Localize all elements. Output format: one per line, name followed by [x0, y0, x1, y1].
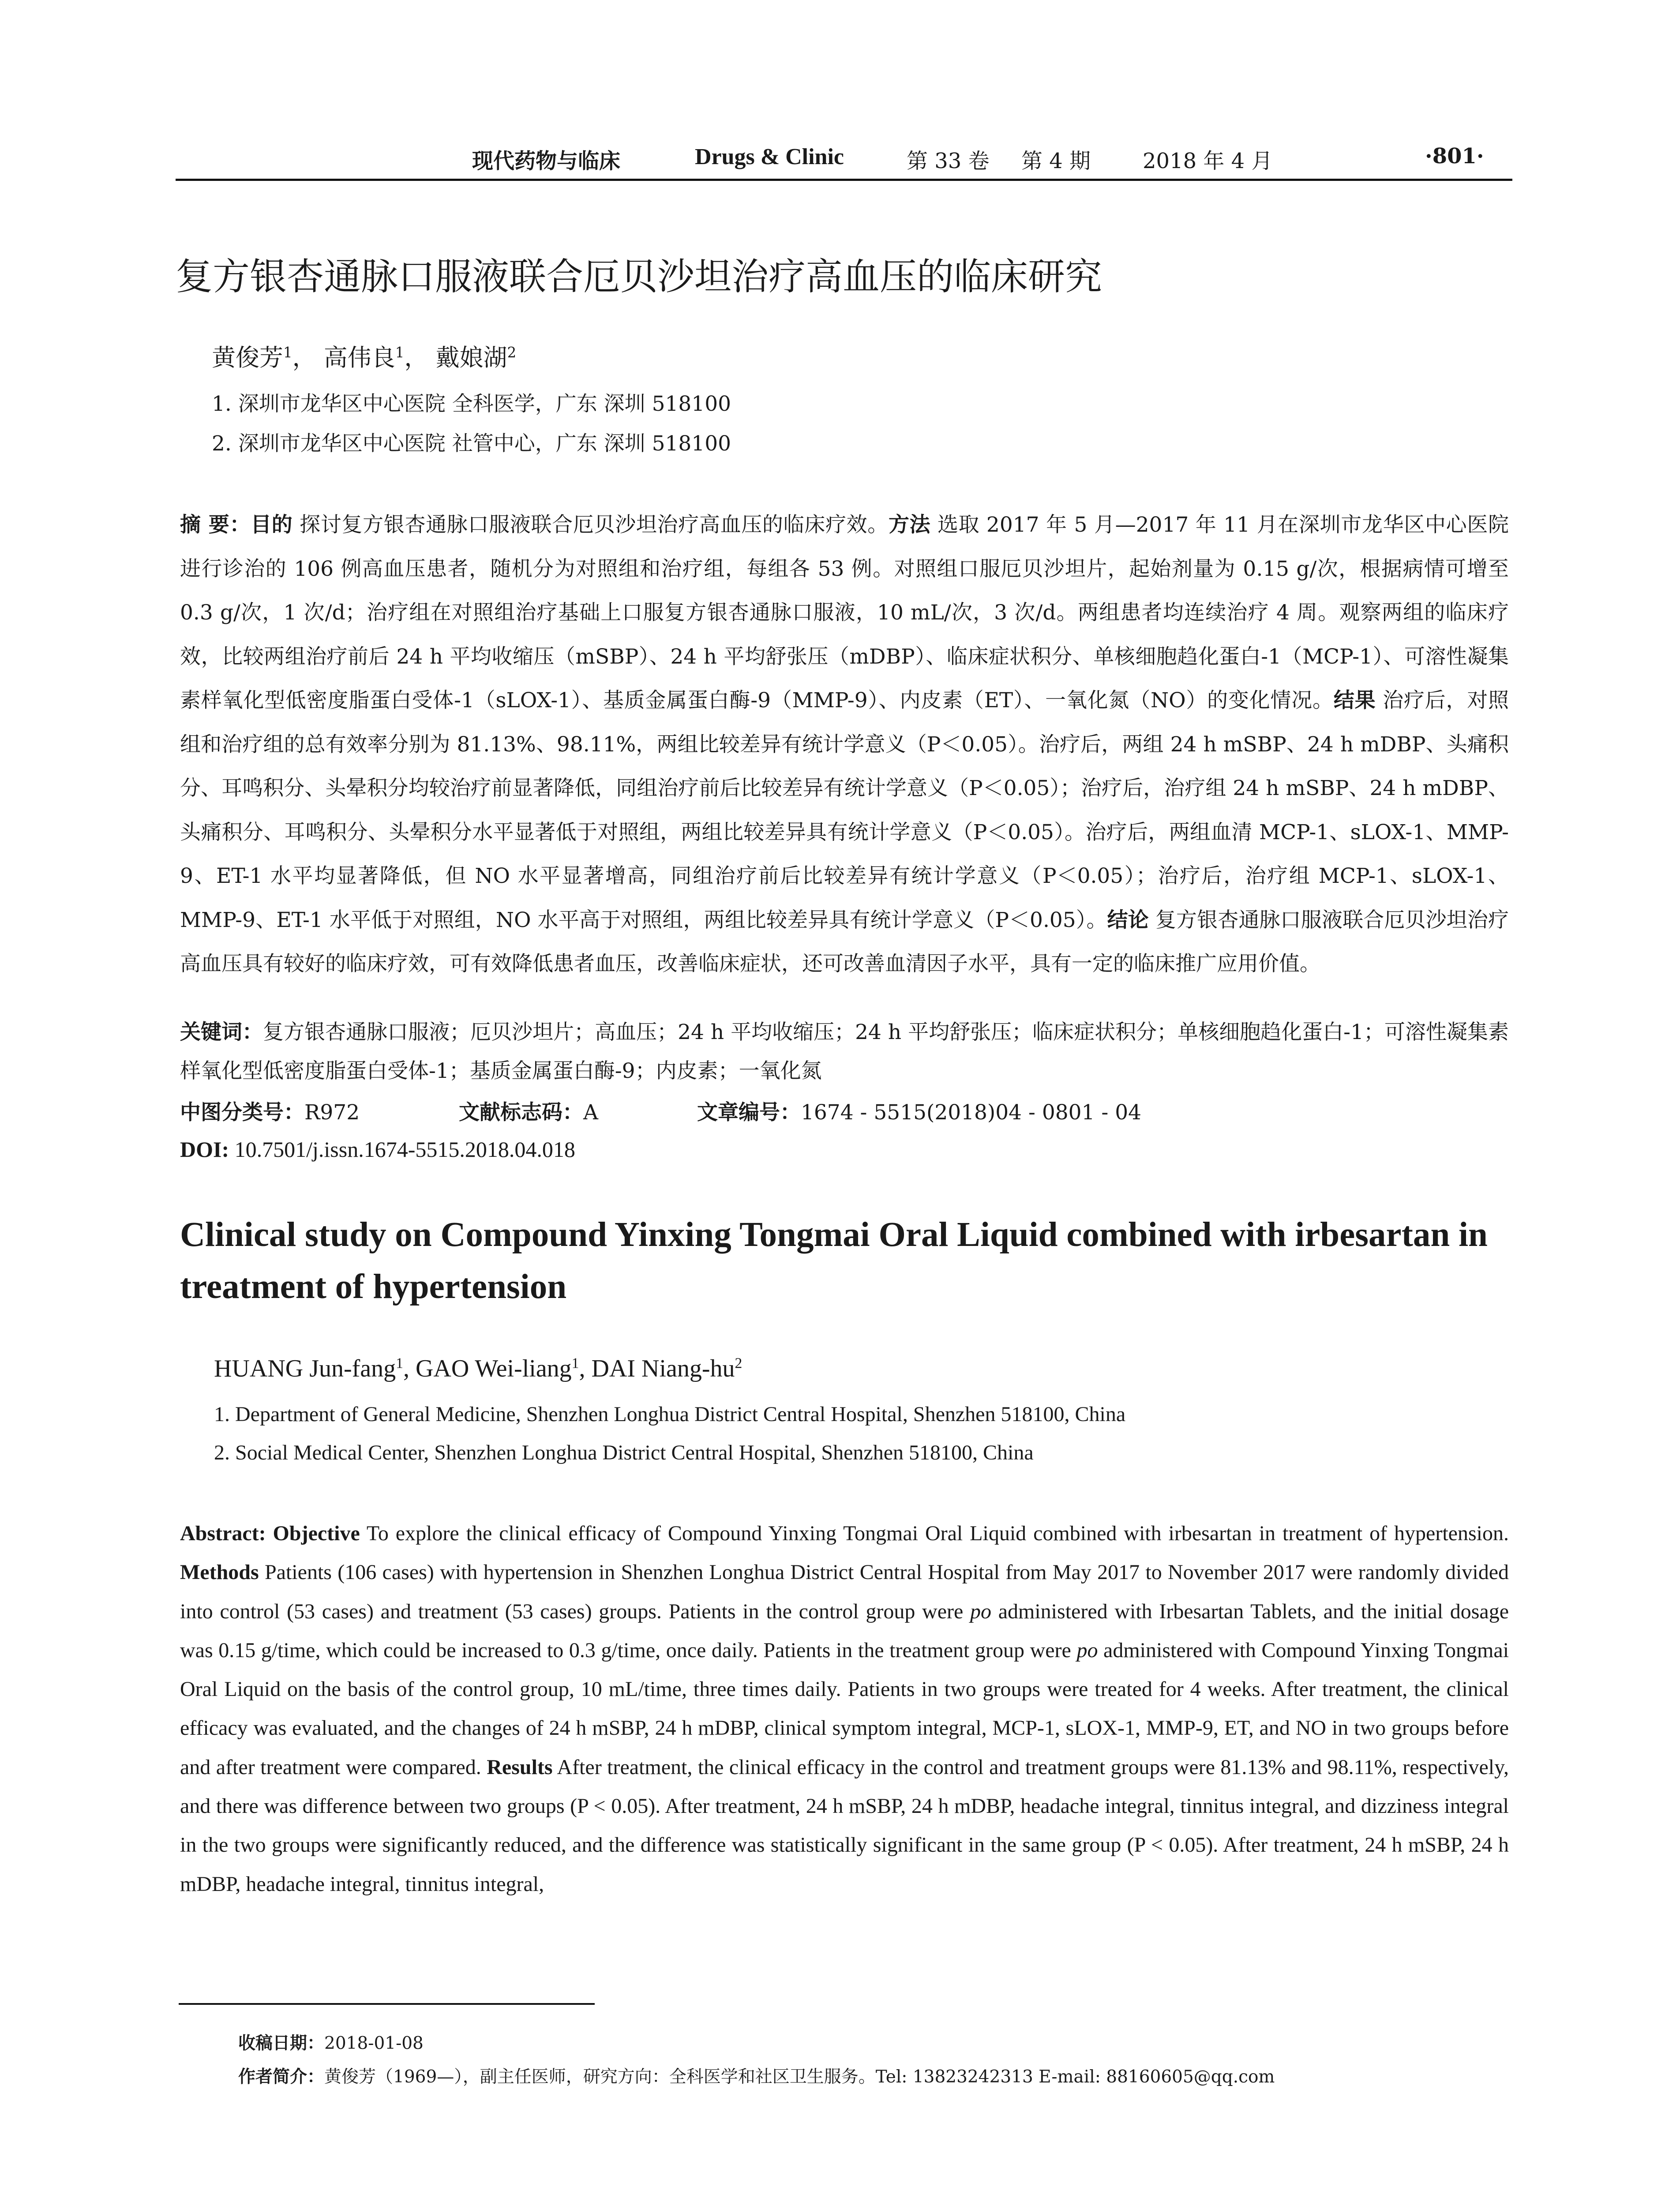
doc-value: A	[583, 1100, 598, 1125]
title-cn: 复方银杏通脉口服液联合厄贝沙坦治疗高血压的临床研究	[176, 255, 1102, 298]
author-en-1-affil: 1	[396, 1355, 403, 1372]
affiliation-en-1: 1. Department of General Medicine, Shenzhen Longhua District Central Hospital, Shenzhen 518100, China	[214, 1403, 1126, 1426]
received-label: 收稿日期：	[238, 2033, 325, 2053]
authors-en	[214, 1354, 742, 1383]
doi	[180, 1137, 575, 1162]
objective-en-label: Objective	[273, 1522, 360, 1545]
keywords-cn	[180, 1013, 1509, 1091]
title-en: Clinical study on Compound Yinxing Tongmai Oral Liquid combined with irbesartan in treatment of hypertension	[180, 1216, 1488, 1306]
author-sep: ,	[579, 1355, 592, 1382]
classification-line	[180, 1096, 360, 1126]
footnote-rule	[179, 2003, 595, 2005]
author-en-3: DAI Niang-hu	[591, 1355, 735, 1382]
abstract-en	[180, 1514, 1509, 1904]
methods-label: 方法	[888, 513, 931, 537]
po-abbrev: po	[970, 1599, 991, 1623]
abstract-cn	[180, 503, 1509, 986]
doi-label: DOI:	[180, 1137, 229, 1162]
authors-cn	[212, 339, 516, 373]
journal-issue: 第 4 期	[1021, 149, 1091, 173]
author-sep: ，	[404, 344, 428, 371]
objective-en-text: To explore the clinical efficacy of Compound Yinxing Tongmai Oral Liquid combined with irbesartan in treatment of hypertension.	[366, 1522, 1509, 1545]
journal-date: 2018 年 4 月	[1143, 149, 1273, 173]
author-en-3-affil: 2	[735, 1355, 742, 1372]
page-number: ·801·	[1425, 144, 1484, 169]
author-bio	[238, 2063, 1275, 2088]
clc-value: R972	[304, 1100, 360, 1125]
abstract-cn-label: 摘 要：	[180, 513, 251, 537]
affiliation-en-2: 2. Social Medical Center, Shenzhen Longhua District Central Hospital, Shenzhen 518100, China	[214, 1441, 1034, 1464]
author-en-1: HUANG Jun-fang	[214, 1355, 396, 1382]
methods-en-text-2: administered with Irbesartan Tablets, and the initial dosage was 0.15 g/time, which could be increased to 0.3 g/time, once daily. Patients in the treatment group were	[180, 1599, 1509, 1662]
journal-volume: 第 33 卷	[907, 149, 990, 173]
affiliation-cn-2: 2. 深圳市龙华区中心医院 社管中心，广东 深圳 518100	[212, 431, 731, 456]
clc-label: 中图分类号：	[180, 1100, 304, 1125]
po-abbrev: po	[1076, 1638, 1098, 1662]
author-cn-2: 高伟良	[323, 344, 395, 371]
journal-name-en: Drugs & Clinic	[695, 144, 844, 169]
results-text: 治疗后，对照组和治疗组的总有效率分别为 81.13%、98.11%，两组比较差异有统计学意义（P＜0.05）。治疗后，两组 24 h mSBP、24 h mDBP、头痛积分、耳鸣积分、头晕积分均较治疗前显著降低，同组治疗前后比较差异有统计学意义（P＜0.05）；治疗后，治疗组 24 h mSBP、24 h mDBP、头痛积分、耳鸣积分、头晕积分水平显著低于对照组，两组比较差异具有统计学意义（P＜0.05）。治疗后，两组血清 MCP-1、sLOX-1、MMP-9、ET-1 水平均显著降低，但 NO 水平显著增高，同组治疗前后比较差异有统计学意义（P＜0.05）；治疗后，治疗组 MCP-1、sLOX-1、MMP-9、ET-1 水平低于对照组，NO 水平高于对照组，两组比较差异具有统计学意义（P＜0.05）。	[180, 688, 1509, 932]
article-value: 1674 - 5515(2018)04 - 0801 - 04	[801, 1100, 1142, 1125]
methods-en-text-1: Patients (106 cases) with hypertension in Shenzhen Longhua District Central Hospital from May 2017 to November 2017 were randomly divided into control (53 cases) and treatment (53 cases) groups. Patients in the control group were	[180, 1561, 1509, 1623]
affiliation-cn-1: 1. 深圳市龙华区中心医院 全科医学，广东 深圳 518100	[212, 392, 731, 416]
conclusion-label: 结论	[1107, 908, 1149, 932]
author-cn-2-affil: 1	[395, 344, 405, 361]
article-number	[697, 1096, 1141, 1126]
results-label: 结果	[1333, 688, 1376, 713]
methods-text: 选取 2017 年 5 月—2017 年 11 月在深圳市龙华区中心医院进行诊治的 106 例高血压患者，随机分为对照组和治疗组，每组各 53 例。对照组口服厄贝沙坦片，起始剂量为 0.15 g/次，根据病情可增至 0.3 g/次，1 次/d；治疗组在对照组治疗基础上口服复方银杏通脉口服液，10 mL/次，3 次/d。两组患者均连续治疗 4 周。观察两组的临床疗效，比较两组治疗前后 24 h 平均收缩压（mSBP）、24 h 平均舒张压（mDBP）、临床症状积分、单核细胞趋化蛋白-1（MCP-1）、可溶性凝集素样氧化型低密度脂蛋白受体-1（sLOX-1）、基质金属蛋白酶-9（MMP-9）、内皮素（ET）、一氧化氮（NO）的变化情况。	[180, 513, 1509, 713]
author-cn-3: 戴娘湖	[435, 344, 507, 371]
author-sep: ，	[292, 344, 316, 371]
doc-label: 文献标志码：	[459, 1100, 583, 1125]
bio-text: 黄俊芳（1969—），副主任医师，研究方向：全科医学和社区卫生服务。Tel: 13823242313 E-mail: 88160605@qq.com	[324, 2067, 1275, 2087]
abstract-en-label: Abstract:	[180, 1522, 266, 1545]
methods-en-label: Methods	[180, 1561, 259, 1584]
objective-label: 目的	[251, 513, 293, 537]
received-date	[238, 2030, 424, 2054]
keywords-text: 复方银杏通脉口服液；厄贝沙坦片；高血压；24 h 平均收缩压；24 h 平均舒张压；临床症状积分；单核细胞趋化蛋白-1；可溶性凝集素样氧化型低密度脂蛋白受体-1；基质金属蛋白酶-9；内皮素；一氧化氮	[180, 1020, 1509, 1083]
author-sep: ,	[403, 1355, 416, 1382]
methods-en-text-3: administered with Compound Yinxing Tongmai Oral Liquid on the basis of the control group, 10 mL/time, three times daily. Patients in two groups were treated for 4 weeks. After treatment, the clinical efficacy was evaluated, and the changes of 24 h mSBP, 24 h mDBP, clinical symptom integral, MCP-1, sLOX-1, MMP-9, ET, and NO in two groups before and after treatment were compared.	[180, 1638, 1509, 1779]
journal-name-cn: 现代药物与临床	[472, 149, 621, 173]
results-en-text: After treatment, the clinical efficacy in the control and treatment groups were 81.13% and 98.11%, respectively, and there was difference between two groups (P < 0.05). After treatment, 24 h mSBP, 24 h mDBP, headache integral, tinnitus integral, and dizziness integral in the two groups were significantly reduced, and the difference was statistically significant in the same group (P < 0.05). After treatment, 24 h mSBP, 24 h mDBP, headache integral, tinnitus integral,	[180, 1755, 1509, 1896]
doc-code	[459, 1096, 598, 1126]
author-en-2-affil: 1	[571, 1355, 579, 1372]
received-value: 2018-01-08	[324, 2033, 424, 2053]
author-en-2: GAO Wei-liang	[415, 1355, 572, 1382]
bio-label: 作者简介：	[238, 2067, 325, 2087]
conclusion-text: 复方银杏通脉口服液联合厄贝沙坦治疗高血压具有较好的临床疗效，可有效降低患者血压，改善临床症状，还可改善血清因子水平，具有一定的临床推广应用价值。	[180, 908, 1509, 976]
results-en-label: Results	[487, 1755, 553, 1779]
keywords-label: 关键词：	[180, 1020, 263, 1044]
doi-value[interactable]: 10.7501/j.issn.1674-5515.2018.04.018	[234, 1137, 575, 1162]
objective-text: 探讨复方银杏通脉口服液联合厄贝沙坦治疗高血压的临床疗效。	[300, 513, 889, 537]
author-cn-3-affil: 2	[507, 344, 517, 361]
author-cn-1: 黄俊芳	[212, 344, 283, 371]
article-label: 文章编号：	[697, 1100, 801, 1125]
header-rule	[176, 179, 1512, 181]
author-cn-1-affil: 1	[283, 344, 292, 361]
